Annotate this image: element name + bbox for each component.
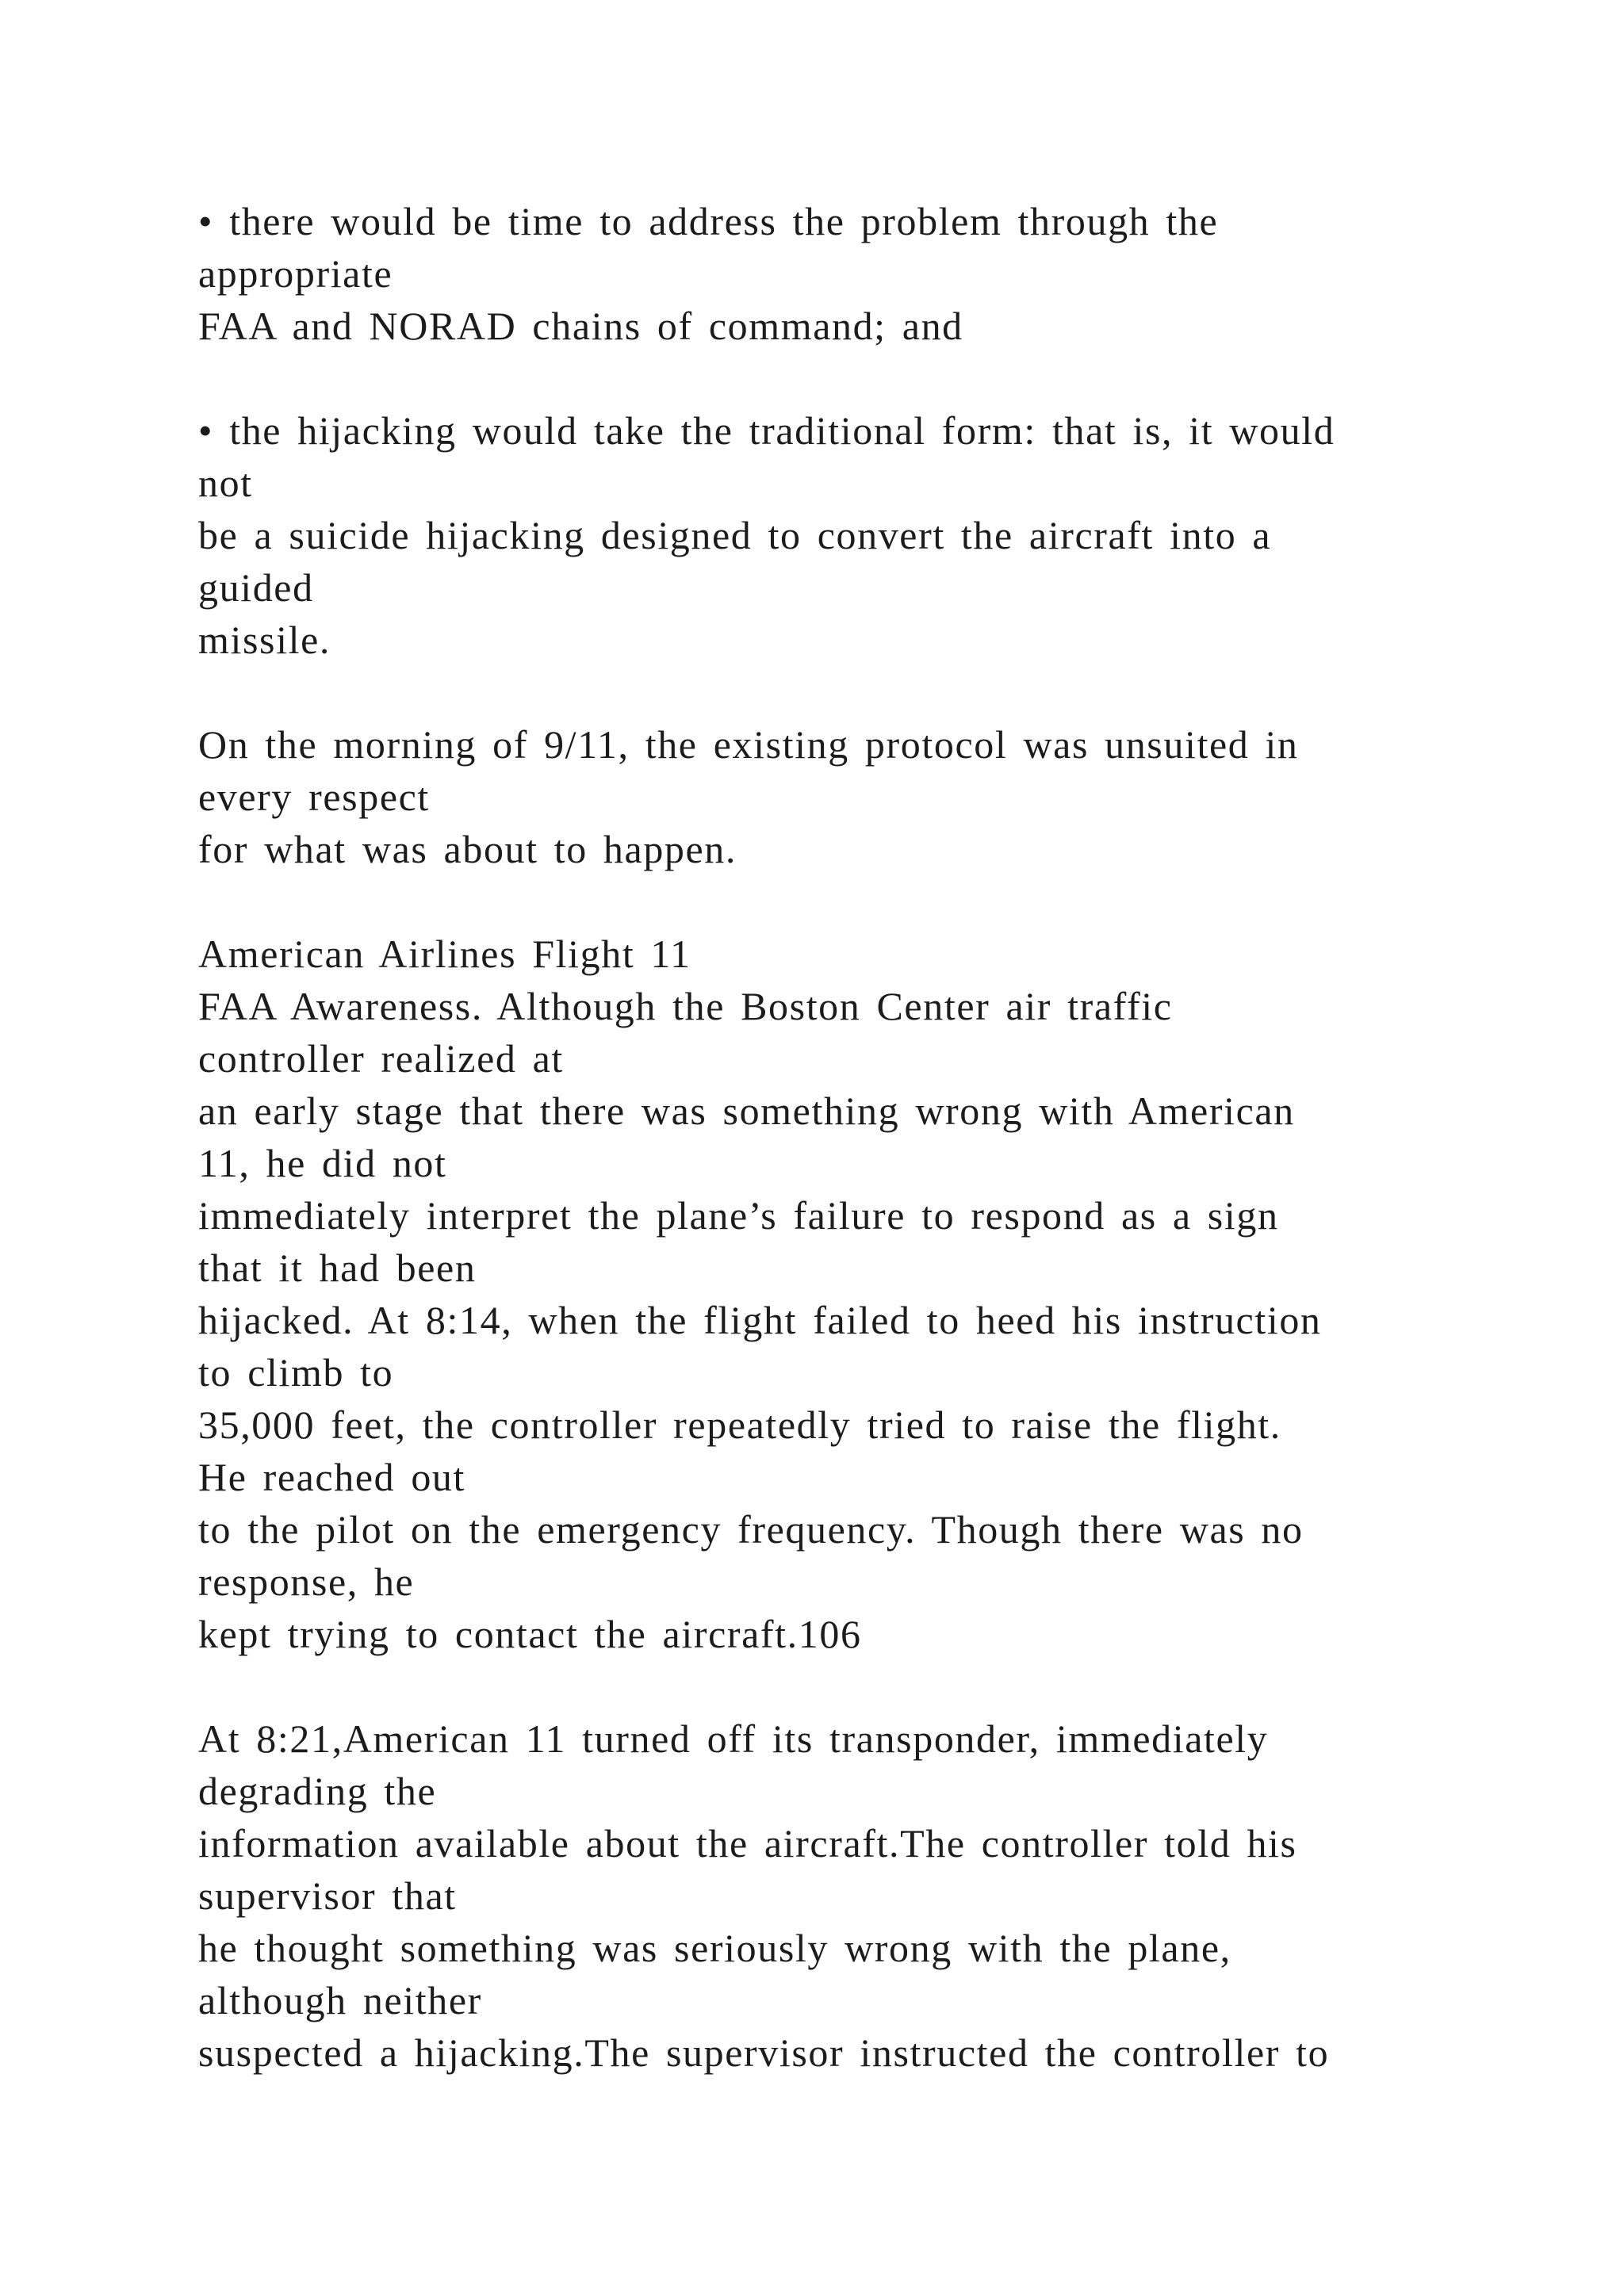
text-line: He reached out [198,1455,466,1499]
text-line: 35,000 feet, the controller repeatedly tried to raise the flight. [198,1402,1281,1447]
paragraph-bullet-chain-of-command [198,195,1546,352]
text-line: guided [198,565,314,610]
text-line: be a suicide hijacking designed to convert the aircraft into a [198,513,1272,557]
text-line: supervisor that [198,1873,457,1918]
text-line: appropriate [198,251,393,296]
text-line: controller realized at [198,1036,564,1081]
text-line: for what was about to happen. [198,827,737,871]
text-line: that it had been [198,1246,477,1290]
text-line: • there would be time to address the problem through the [198,199,1219,243]
paragraph-american-11-faa-awareness [198,928,1546,1660]
paragraph-gap [198,875,1546,928]
text-line: to climb to [198,1350,394,1395]
text-line: FAA and NORAD chains of command; and [198,304,963,348]
text-line: immediately interpret the plane’s failure to respond as a sign [198,1193,1279,1238]
paragraph-bullet-traditional-form [198,404,1546,666]
text-line: although neither [198,1978,482,2022]
paragraph-gap [198,1660,1546,1712]
paragraph-transponder-off [198,1712,1546,2079]
text-line: suspected a hijacking.The supervisor instructed the controller to [198,2030,1330,2075]
text-line: information available about the aircraft.The controller told his [198,1821,1297,1866]
text-line: he thought something was seriously wrong with the plane, [198,1926,1231,1970]
text-line: hijacked. At 8:14, when the flight failed to heed his instruction [198,1298,1322,1342]
paragraph-gap [198,352,1546,404]
text-line: not [198,461,253,505]
paragraph-gap [198,666,1546,718]
text-line: degrading the [198,1769,437,1813]
text-line: On the morning of 9/11, the existing protocol was unsuited in [198,722,1299,767]
paragraph-morning-of-911 [198,718,1546,875]
document-text [198,195,1546,2079]
text-line: 11, he did not [198,1141,447,1185]
text-line: an early stage that there was something wrong with American [198,1089,1295,1133]
text-line: At 8:21,American 11 turned off its transponder, immediately [198,1716,1269,1761]
text-line: missile. [198,618,331,662]
text-line: response, he [198,1559,415,1604]
text-line: to the pilot on the emergency frequency. Though there was no [198,1507,1304,1552]
section-heading: American Airlines Flight 11 [198,932,691,976]
text-line: kept trying to contact the aircraft.106 [198,1612,862,1656]
text-line: FAA Awareness. Although the Boston Center air traffic [198,984,1173,1028]
text-line: every respect [198,775,430,819]
text-line: • the hijacking would take the traditional form: that is, it would [198,408,1335,453]
